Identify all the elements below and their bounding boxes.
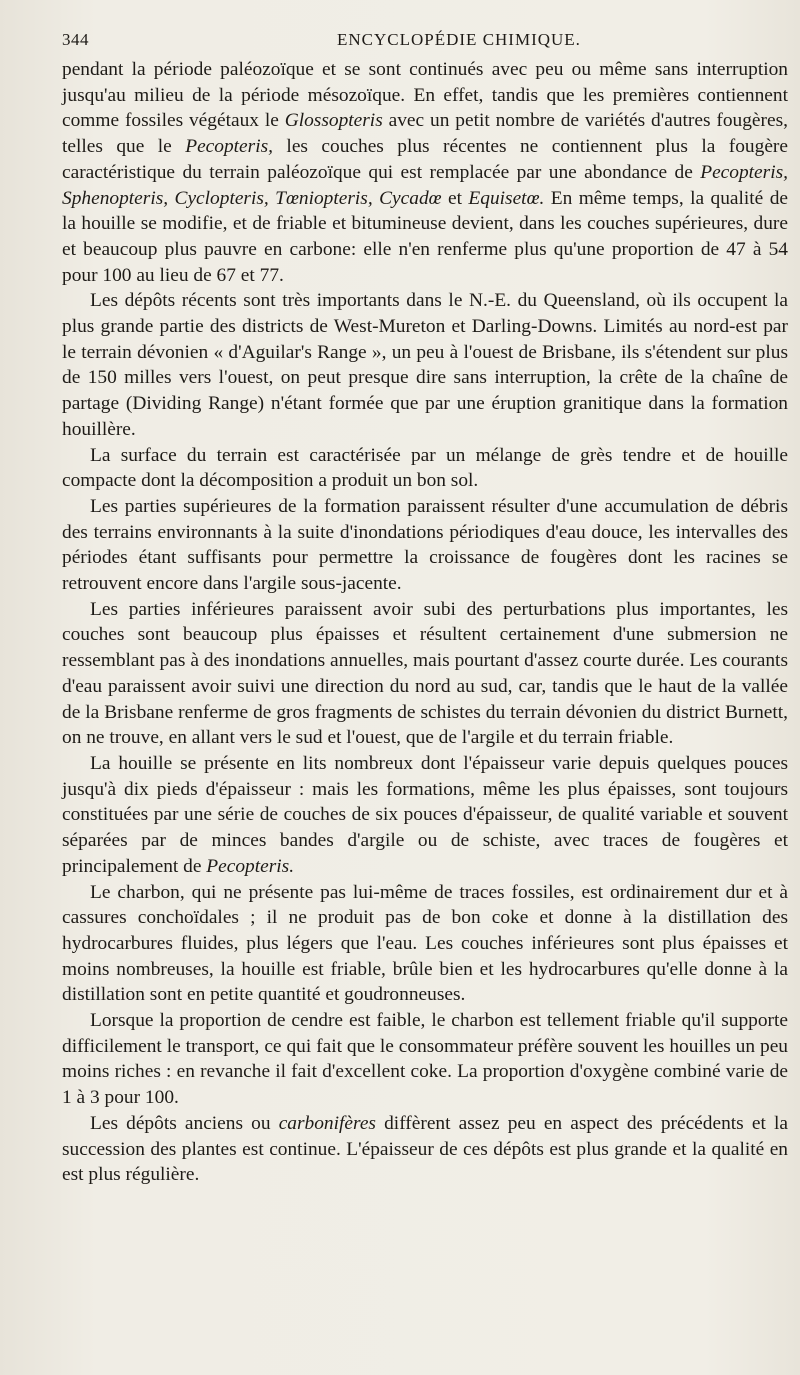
paragraph xyxy=(62,1111,788,1188)
text-run: Lorsque la proportion de cendre est faible, le charbon est tellement friable qu'il supporte difficilement le transport, ce qui fait que le consommateur préfère souvent les houilles un peu moins riches : en revanche il fait d'excellent coke. La proportion d'oxygène combiné varie de 1 à 3 pour 100. xyxy=(62,1010,788,1109)
body-text xyxy=(62,57,788,1188)
text-run: les couches plus récentes ne contiennent plus la fougère caractéristique du terrain paléozoïque qui est remplacée par une abondance de xyxy=(62,136,788,183)
text-run: Les dépôts anciens ou xyxy=(90,1112,279,1134)
italic-run: Pecopteris, xyxy=(185,136,273,158)
italic-run: Glossopteris xyxy=(284,110,383,132)
text-run: pendant la période paléozoïque et se sont continués avec peu ou même sans interruption jusqu'au milieu de la période mésozoïque. En effet, tandis que les premières contiennent comme fossiles végétaux le xyxy=(62,59,788,132)
text-run: Les dépôts récents sont très importants dans le N.-E. du Queensland, où ils occupent la plus grande partie des districts de West-Mureton et Darling-Downs. Limités au nord-est par le terrain dévonien « d'Aguilar's Range », un peu à l'ouest de Brisbane, ils s'étendent sur plus de 150 milles vers l'ouest, on peut presque dire sans interruption, la crête de la chaîne de partage (Dividing Range) n'étant formée que par une éruption granitique dans la formation houillère. xyxy=(62,290,788,440)
italic-run: carbonifères xyxy=(278,1112,376,1134)
text-run: avec un petit nombre de variétés d'autres fougères, telles que le xyxy=(62,110,788,158)
paragraph xyxy=(62,57,788,288)
paragraph xyxy=(62,880,788,1009)
running-title: ENCYCLOPÉDIE CHIMIQUE. xyxy=(337,30,581,49)
paragraph xyxy=(62,1008,788,1111)
page-header xyxy=(62,30,790,52)
text-run: Les parties inférieures paraissent avoir subi des perturbations plus importantes, les couches sont beaucoup plus épaisses et résultent certainement d'une submersion ne ressemblant pas à des inondations annuelles, mais pourtant d'assez courte durée. Les courants d'eau paraissent avoir suivi une direction du nord au sud, car, tandis que le haut de la vallée de la Brisbane renferme de gros fragments de schistes du terrain dévonien du district Burnett, on ne trouve, en allant vers le sud et l'ouest, que de l'argile et du terrain friable. xyxy=(62,598,788,749)
paragraph xyxy=(62,494,788,597)
italic-run: Equisetœ. xyxy=(468,187,545,209)
paragraph xyxy=(62,443,788,494)
text-run: Les parties supérieures de la formation paraissent résulter d'une accumulation de débris des terrains environnants à la suite d'inondations périodiques d'eau douce, les intervalles des périodes étant suffisants pour permettre la croissance de fougères dont les racines se retrouvent encore dans l'argile sous-jacente. xyxy=(62,495,788,595)
text-run: La surface du terrain est caractérisée par un mélange de grès tendre et de houille compacte dont la décomposition a produit un bon sol. xyxy=(62,444,788,492)
paragraph xyxy=(62,288,788,442)
text-run: La houille se présente en lits nombreux dont l'épaisseur varie depuis quelques pouces jusqu'à dix pieds d'épaisseur : mais les formations, même les plus épaisses, sont toujours constituées par une série de couches de six pouces d'épaisseur, de qualité variable et souvent séparées par de minces bandes d'argile ou de schiste, avec traces de fougères et principalement de xyxy=(62,752,788,877)
italic-run: Pecopteris, Sphenopteris, Cyclopteris, Tœniopteris, Cycadœ xyxy=(62,161,788,209)
text-run: En même temps, la qualité de la houille se modifie, et de friable et bitumineuse devient, dans les couches supérieures, dure et beaucoup plus pauvre en carbone: elle n'en renferme plus qu'une proportion de 47 à 54 pour 100 au lieu de 67 et 77. xyxy=(62,187,788,286)
text-run: et xyxy=(441,187,469,209)
italic-run: Pecopteris. xyxy=(206,855,295,877)
page-number: 344 xyxy=(62,30,89,49)
text-run: diffèrent assez peu en aspect des précédents et la succession des plantes est continue. L'épaisseur de ces dépôts est plus grande et la qualité en est plus régulière. xyxy=(62,1112,788,1186)
paragraph xyxy=(62,751,788,880)
text-run: Le charbon, qui ne présente pas lui-même de traces fossiles, est ordinairement dur et à cassures conchoïdales ; il ne produit pas de bon coke et donne à la distillation des hydrocarbures fluides, plus légers que l'eau. Les couches inférieures sont plus épaisses et moins nombreuses, la houille est friable, brûle bien et les hydrocarbures qu'elle donne à la distillation sont en petite quantité et goudronneuses. xyxy=(62,881,788,1006)
paragraph xyxy=(62,597,788,751)
